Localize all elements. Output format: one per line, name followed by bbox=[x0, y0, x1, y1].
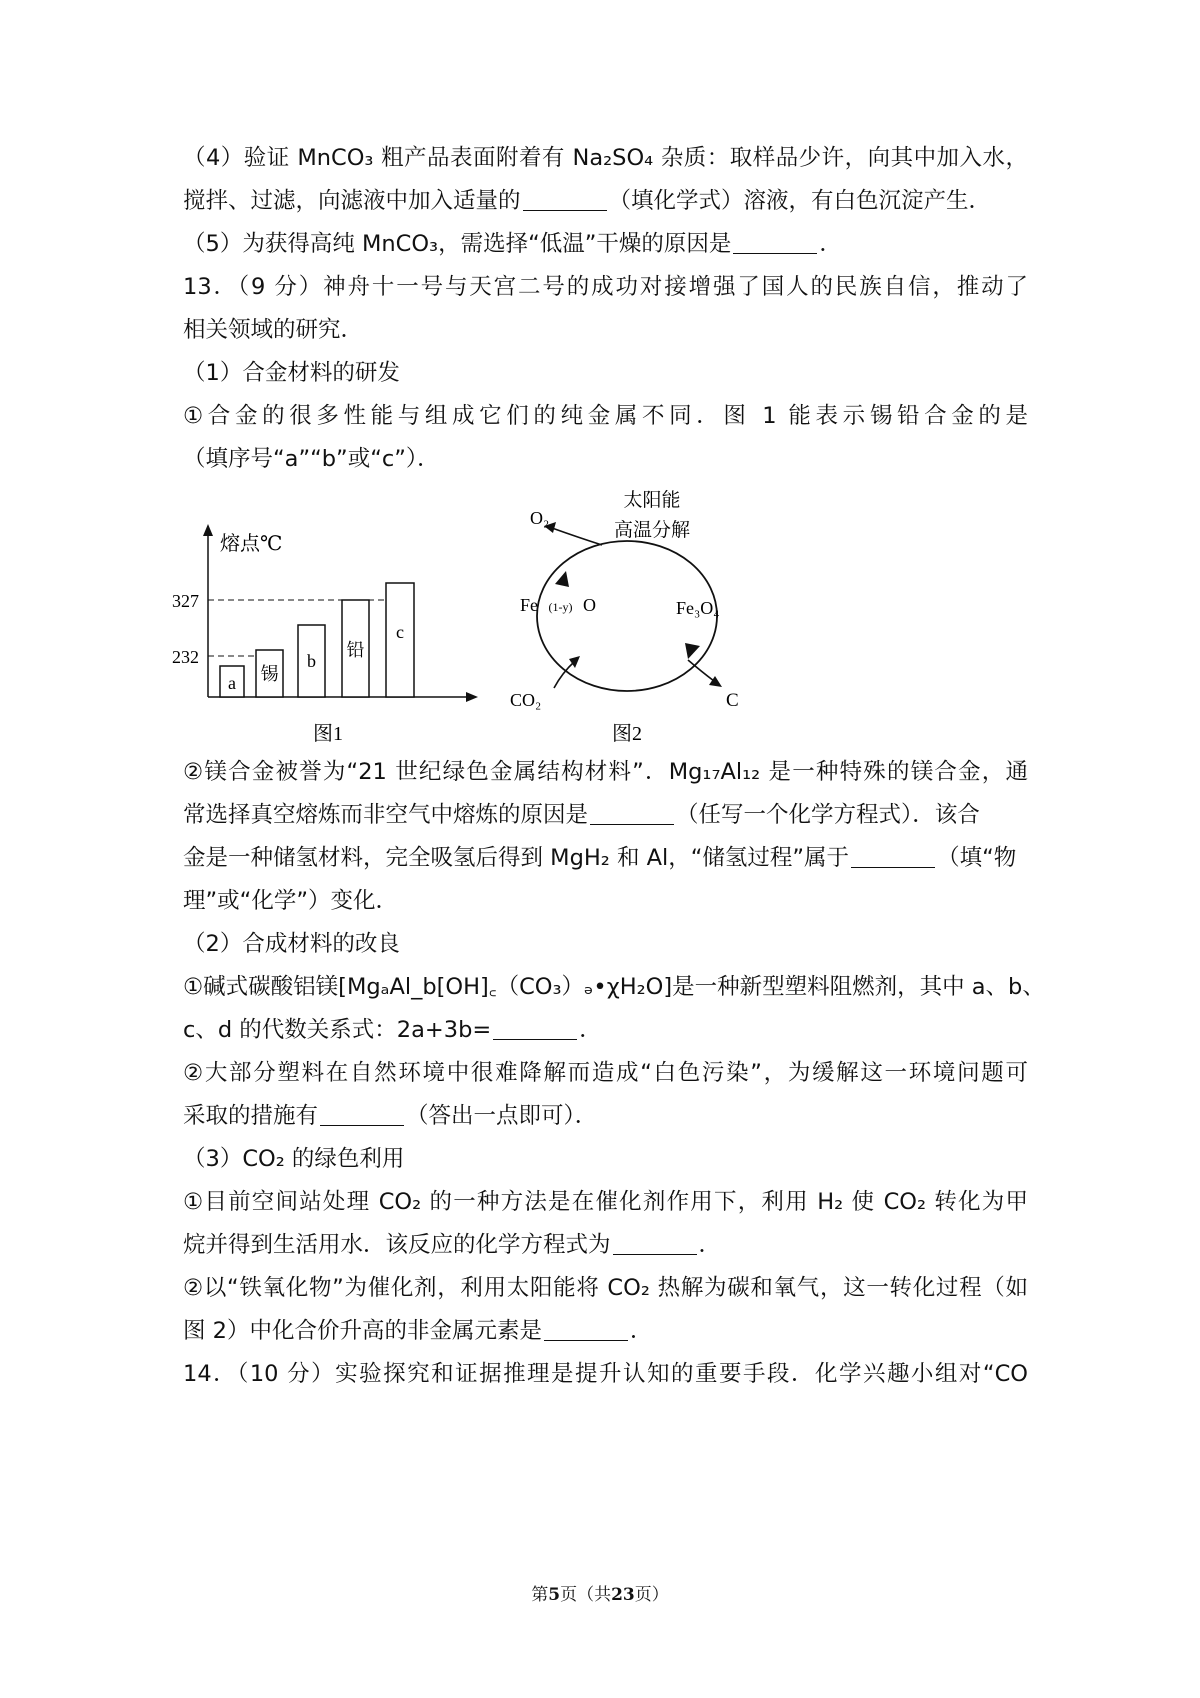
q13-s2-q1-line1: ①碱式碳酸铝镁[MgₐAl_b[OH]꜀（CO₃）ₔ•χH₂O]是一种新型塑料阻燃剂，其中 a、b、 bbox=[183, 974, 1045, 1000]
c-label: C bbox=[726, 690, 739, 711]
q13-s2-q2-text-b: （答出一点即可）． bbox=[406, 1103, 598, 1129]
q12-part5-line bbox=[183, 228, 1028, 260]
bar-lead-label: 铅 bbox=[346, 640, 365, 660]
q13-s1-q2-text-b: （任写一个化学方程式）．该合 bbox=[676, 802, 980, 828]
y-axis-label: 熔点℃ bbox=[220, 533, 283, 555]
answer-blank bbox=[851, 845, 935, 868]
solar-energy-label: 太阳能 bbox=[623, 490, 681, 511]
q13-s2-q1-line2 bbox=[183, 1014, 1028, 1046]
answer-blank bbox=[590, 802, 674, 825]
co2-label: CO₂ bbox=[510, 690, 542, 710]
figure-1-caption: 图1 bbox=[313, 723, 343, 745]
q13-s3-q2-line2 bbox=[183, 1315, 1028, 1347]
q13-s3-q2-text-b: ． bbox=[629, 1318, 653, 1344]
y-tick-232: 232 bbox=[172, 647, 199, 667]
answer-blank bbox=[493, 1017, 577, 1040]
q13-s1-q1-line1: ①合金的很多性能与组成它们的纯金属不同．图 1 能表示锡铅合金的是 bbox=[183, 403, 1028, 429]
q13-s3-q1-line1: ①目前空间站处理 CO₂ 的一种方法是在催化剂作用下，利用 H₂ 使 CO₂ 转化为甲 bbox=[183, 1189, 1028, 1215]
q13-s3-q2-line1: ②以“铁氧化物”为催化剂，利用太阳能将 CO₂ 热解为碳和氧气，这一转化过程（如 bbox=[183, 1275, 1028, 1301]
figure-1-melting-point-chart bbox=[172, 524, 478, 745]
c-output-arrow bbox=[688, 660, 714, 681]
bar-tin-label: 锡 bbox=[260, 664, 279, 684]
q13-s1-q2-line3 bbox=[183, 842, 1028, 874]
page-number: 5 bbox=[548, 1585, 561, 1605]
q13-heading-line1: 13．（9 分）神舟十一号与天宫二号的成功对接增强了国人的民族自信，推动了 bbox=[183, 274, 1028, 300]
q12-part4-line2 bbox=[183, 185, 1028, 217]
fe3o4-label: Fe₃O₄ bbox=[676, 598, 720, 618]
q13-s1-q2-line4: 理”或“化学”）变化． bbox=[183, 888, 398, 914]
q12-part4-text-b: （填化学式）溶液，有白色沉淀产生． bbox=[608, 188, 992, 214]
answer-blank bbox=[733, 231, 817, 254]
answer-blank bbox=[544, 1318, 628, 1341]
feo-fe: Fe bbox=[520, 595, 538, 615]
cycle-arrowhead-left bbox=[555, 571, 569, 587]
q13-section3-title: （3）CO₂ 的绿色利用 bbox=[183, 1146, 405, 1172]
footer-middle: 页（共 bbox=[560, 1585, 612, 1605]
figure-2-cycle-diagram bbox=[510, 489, 739, 745]
total-pages: 23 bbox=[611, 1585, 635, 1605]
y-tick-327: 327 bbox=[172, 591, 199, 611]
q12-part4-line1: （4）验证 MnCO₃ 粗产品表面附着有 Na₂SO₄ 杂质：取样品少许，向其中加入水， bbox=[183, 145, 1028, 171]
q13-section2-title: （2）合成材料的改良 bbox=[183, 931, 400, 957]
o2-release-arrow bbox=[552, 528, 602, 545]
feo-o: O bbox=[583, 595, 596, 615]
feo-label bbox=[520, 595, 596, 615]
q13-s1-q2-line1: ②镁合金被誉为“21 世纪绿色金属结构材料”．Mg₁₇Al₁₂ 是一种特殊的镁合金，通 bbox=[183, 759, 1028, 785]
q13-s3-q1-text-a: 烷并得到生活用水．该反应的化学方程式为 bbox=[183, 1232, 611, 1258]
q13-s1-q2-line2 bbox=[183, 799, 1028, 831]
q13-section1-title: （1）合金材料的研发 bbox=[183, 360, 400, 386]
feo-subscript: (1-y) bbox=[548, 600, 573, 614]
bar-a-label: a bbox=[228, 673, 236, 693]
answer-blank bbox=[523, 188, 607, 211]
q12-part4-text-a: 搅拌、过滤，向滤液中加入适量的 bbox=[183, 188, 521, 214]
q13-s3-q1-line2 bbox=[183, 1229, 1028, 1261]
q13-s2-q2-line1: ②大部分塑料在自然环境中很难降解而造成“白色污染”，为缓解这一环境问题可 bbox=[183, 1060, 1028, 1086]
q12-part5-end: ． bbox=[819, 231, 842, 257]
q13-s1-q2-text-a: 常选择真空熔炼而非空气中熔炼的原因是 bbox=[183, 802, 589, 828]
q13-s3-q2-text-a: 图 2）中化合价升高的非金属元素是 bbox=[183, 1318, 542, 1344]
cycle-arrowhead-right bbox=[685, 643, 700, 659]
q13-s1-q1-line2: （填序号“a”“b”或“c”）． bbox=[183, 446, 440, 472]
q12-part5-text: （5）为获得高纯 MnCO₃，需选择“低温”干燥的原因是 bbox=[183, 231, 732, 257]
q13-s2-q2-line2 bbox=[183, 1100, 1028, 1132]
page-footer bbox=[0, 1580, 1200, 1605]
footer-prefix: 第 bbox=[531, 1585, 549, 1605]
figure-2-caption: 图2 bbox=[612, 723, 642, 745]
high-temp-decomposition-label: 高温分解 bbox=[613, 520, 691, 541]
figures bbox=[172, 475, 830, 750]
answer-blank bbox=[613, 1232, 697, 1255]
footer-suffix: 页） bbox=[634, 1585, 669, 1605]
c-arrowhead bbox=[709, 676, 722, 687]
o2-label: O₂ bbox=[530, 508, 550, 528]
q13-s2-q1-text-b: ． bbox=[579, 1017, 602, 1043]
bar-b-label: b bbox=[307, 651, 316, 671]
q13-s1-q2-text-d: （填“物 bbox=[937, 845, 1017, 871]
answer-blank bbox=[320, 1103, 404, 1126]
q13-s1-q2-text-c: 金是一种储氢材料，完全吸氢后得到 MgH₂ 和 Al，“储氢过程”属于 bbox=[183, 845, 850, 871]
q13-s3-q1-text-b: ． bbox=[698, 1232, 722, 1258]
q13-s2-q1-text-a: c、d 的代数关系式：2a+3b= bbox=[183, 1017, 492, 1043]
q13-s2-q2-text-a: 采取的措施有 bbox=[183, 1103, 319, 1129]
q14-heading: 14．（10 分）实验探究和证据推理是提升认知的重要手段．化学兴趣小组对“CO bbox=[183, 1361, 1028, 1387]
q13-heading-line2: 相关领域的研究． bbox=[183, 317, 364, 343]
bar-c-label: c bbox=[396, 622, 404, 642]
